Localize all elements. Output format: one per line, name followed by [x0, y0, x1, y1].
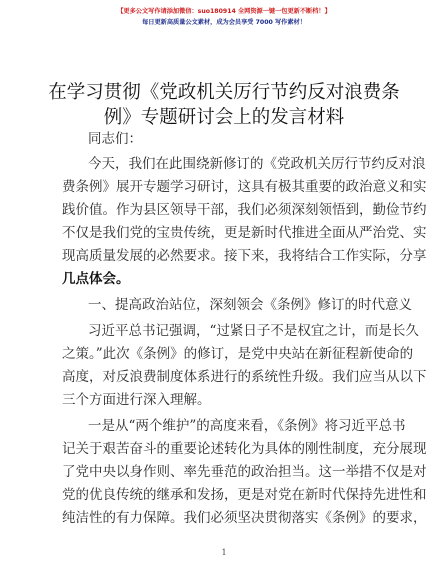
body-line: 费条例》展开专题学习研讨，这具有极其重要的政治意义和实 [62, 179, 427, 195]
page-number: 1 [221, 548, 227, 557]
body-line: 不仅是我们党的宝贵传统，更是新时代推进全面从严治党、实 [62, 225, 427, 241]
body-line: 现高质量发展的必然要求。接下来，我将结合工作实际，分享 [62, 248, 427, 264]
body-line: 党的优良传统的继承和发扬，更是对党在新时代保持先进性和 [62, 487, 427, 503]
body-line: 习近平总书记强调，“过紧日子不是权宜之计，而是长久 [88, 323, 419, 339]
body-line: 高度，对反浪费制度体系进行的系统性升级。我们应当从以下 [62, 369, 427, 385]
salutation: 同志们： [88, 131, 142, 147]
promo-banner-line-1: 【更多公文写作请添加微信：suo180914 全网资源一键一包更新不断档！】 [117, 8, 331, 15]
body-line: 三个方面进行深入理解。 [62, 392, 211, 408]
body-line-emphasis: 几点体会。 [62, 271, 130, 287]
body-line: 记关于艰苦奋斗的重要论述转化为具体的刚性制度，充分展现 [62, 441, 427, 457]
document-title-line-1: 在学习贯彻《党政机关厉行节约反对浪费条 [48, 82, 400, 103]
body-line: 了党中央以身作则、率先垂范的政治担当。这一举措不仅是对 [62, 464, 427, 480]
body-line: 之策。”此次《条例》的修订，是党中央站在新征程新使命的 [62, 346, 414, 362]
section-heading: 一、提高政治站位，深刻领会《条例》修订的时代意义 [88, 297, 412, 313]
body-line: 纯洁性的有力保障。我们必须坚决贯彻落实《条例》的要求， [62, 510, 427, 526]
document-title-line-2: 例》专题研讨会上的发言材料 [103, 107, 345, 128]
body-line: 一是从“两个维护”的高度来看，《条例》将习近平总书 [88, 418, 406, 434]
body-line: 践价值。作为县区领导干部，我们必须深刻领悟到，勤俭节约 [62, 202, 427, 218]
promo-banner-line-2: 每日更新高质量公文素材，成为会员享受 7000 写作素材！ [142, 19, 306, 26]
body-line: 今天，我们在此围绕新修订的《党政机关厉行节约反对浪 [88, 156, 426, 172]
